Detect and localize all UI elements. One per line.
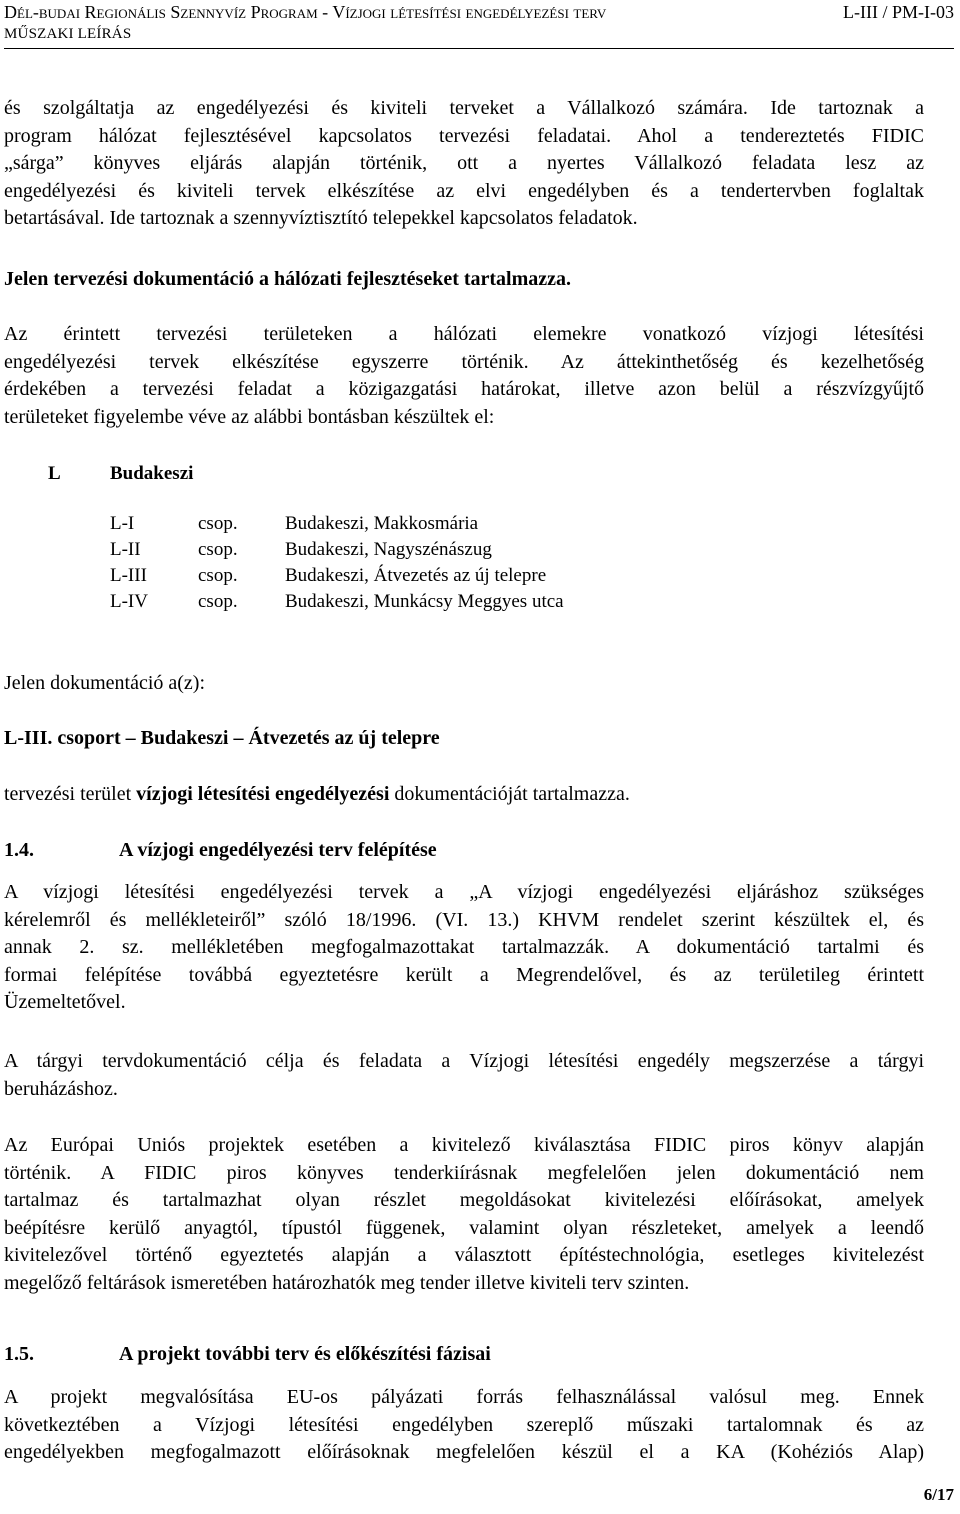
text-line: engedélyezési és kiviteli tervek elkészítése az elvi engedélyben és a tendertervben foglaltak [4,179,924,202]
group-item-type: csop. [198,565,238,586]
paragraph-4 [4,879,924,1017]
group-item-desc: Budakeszi, Átvezetés az új telepre [285,565,547,586]
paragraph-3 [4,321,924,431]
text-line: betartásával. Ide tartoznak a szennyvíztisztító telepekkel kapcsolatos feladatok. [4,207,638,229]
group-letter: L [48,463,61,484]
text-line: kivitelezővel történő egyeztetés alapján a választott építéstechnológia, esetleges kivitelezést [4,1244,924,1266]
doc-intro: Jelen dokumentáció a(z): [4,672,206,694]
text-line: engedélyezési tervek elkészítése egyszerre történik. Az áttekinthetőség és kezelhetőség [4,350,924,373]
group-item-code: L-II [110,539,141,560]
paragraph-1 [4,95,924,233]
text-line: történik. A FIDIC piros könyves tenderkiírásnak megfelelően jelen dokumentáció nem [4,1161,924,1184]
text-line: beruházáshoz. [4,1077,118,1100]
doc-scope-pre: tervezési terület [4,783,137,805]
group-item-desc: Budakeszi, Munkácsy Meggyes utca [285,591,564,612]
section-1-4-title: A vízjogi engedélyezési terv felépítése [119,839,437,861]
group-item-code: L-IV [110,591,148,612]
section-1-4-number: 1.4. [4,839,34,861]
paragraph-6 [4,1132,924,1297]
group-item-type: csop. [198,513,238,534]
text-line: „sárga” könyves eljárás alapján történik, ott a nyertes Vállalkozó feladata lesz az [4,152,924,174]
group-item-code: L-I [110,513,135,534]
text-line: A projekt megvalósítása EU-os pályázati forrás felhasználással valósul meg. Ennek [4,1386,924,1408]
section-1-5-number: 1.5. [4,1343,34,1365]
group-item-desc: Budakeszi, Nagyszénászug [285,539,492,560]
text-line: beépítésre kerülő anyagtól, típustól függenek, valamint olyan részleteket, amelyek a leendő [4,1216,924,1239]
text-line: annak 2. sz. mellékletében megfogalmazottakat tartalmazzák. A dokumentáció tartalmi és [4,936,924,958]
text-line: tartalmaz és tartalmazhat olyan részlet megoldásokat kivitelezési előírásokat, amelyek [4,1189,924,1211]
header-doc-code: L-III / PM-I-03 [843,2,954,22]
group-name: Budakeszi [110,463,194,484]
paragraph-7 [4,1384,924,1467]
text-line: Üzemeltetővel. [4,991,126,1013]
group-item-type: csop. [198,591,238,612]
doc-title: L-III. csoport – Budakeszi – Átvezetés az új telepre [4,727,440,749]
text-line: formai felépítése továbbá egyeztetésre került a Megrendelővel, és az területileg érintett [4,963,924,986]
header-title: Dél-budai Regionális Szennyvíz Program - Vízjogi létesítési engedélyezési terv [4,2,607,22]
doc-scope-bold: vízjogi létesítési engedélyezési [136,783,390,805]
text-line: érdekében a tervezési feladat a közigazgatási határokat, illetve azon belül a részvízgyűjtő [4,378,924,400]
paragraph-2 [4,266,924,294]
group-item-desc: Budakeszi, Makkosmária [285,513,479,534]
text-line: Jelen tervezési dokumentáció a hálózati fejlesztéseket tartalmazza. [4,268,572,290]
text-line: megelőző feltárások ismeretében határozhatók meg tender illetve kiviteli terv szinten. [4,1271,690,1294]
text-line: program hálózat fejlesztésével kapcsolatos tervezési feladatai. Ahol a tendereztetés FIDIC [4,124,924,147]
text-line: engedélyekben megfogalmazott előírásoknak megfelelően készül el a KA (Kohéziós Alap) [4,1441,924,1463]
text-line: következtében a Vízjogi létesítési engedélyben szereplő műszaki tartalomnak és az [4,1413,924,1436]
text-line: Az Európai Uniós projektek esetében a kivitelező kiválasztása FIDIC piros könyv alapján [4,1134,924,1156]
paragraph-5 [4,1048,924,1103]
text-line: Az érintett tervezési területeken a hálózati elemekre vonatkozó vízjogi létesítési [4,323,924,345]
page-number: 6/17 [923,1485,954,1504]
text-line: kérelemről és mellékleteiről” szóló 18/1996. (VI. 13.) KHVM rendelet szerint készültek el, és [4,908,924,931]
header-subtitle: MŰSZAKI LEÍRÁS [4,26,132,42]
group-item-type: csop. [198,539,238,560]
page-header [4,0,954,49]
text-line: A vízjogi létesítési engedélyezési tervek a „A vízjogi engedélyezési eljáráshoz szükséges [4,881,924,903]
text-line: és szolgáltatja az engedélyezési és kiviteli terveket a Vállalkozó számára. Ide tartoznak a [4,97,924,119]
group-item-code: L-III [110,565,147,586]
doc-scope-line [4,783,630,806]
doc-scope-post: dokumentációját tartalmazza. [389,783,630,805]
text-line: területeket figyelembe véve az alábbi bontásban készültek el: [4,405,495,428]
section-1-5-title: A projekt további terv és előkészítési fázisai [119,1343,491,1365]
text-line: A tárgyi tervdokumentáció célja és feladata a Vízjogi létesítési engedély megszerzése a tárgyi [4,1050,924,1072]
